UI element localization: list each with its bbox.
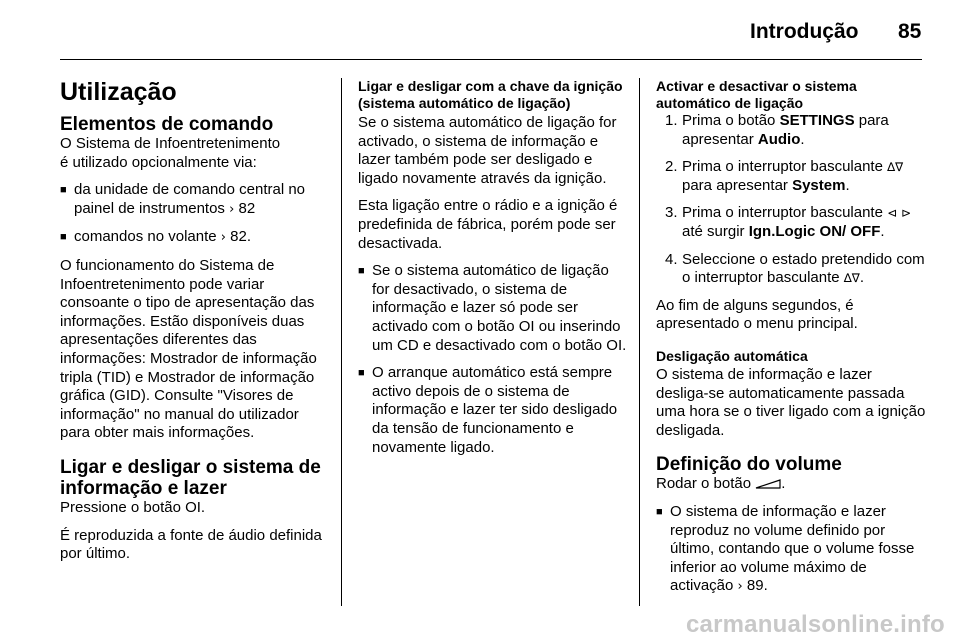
heading-ignition-key: Ligar e desligar com a chave da ignição (sistema automático de ligação) (358, 78, 623, 111)
step-text: Seleccione o estado pretendido com o interruptor basculante (682, 250, 925, 287)
paragraph-volume (656, 475, 926, 494)
page-ref-icon: › (737, 579, 743, 595)
heading-volume: Definição do volume (656, 454, 842, 476)
intro-line-1: O Sistema de Infoentretenimento (60, 135, 281, 152)
list-item (656, 204, 926, 241)
page-ref-icon: › (220, 230, 226, 246)
page-number: 85 (898, 20, 922, 43)
step-text: . (800, 130, 805, 148)
system-menu-label: System (792, 176, 846, 194)
press-text: Pressione o botão (60, 498, 181, 516)
power-button-label: OI. (606, 336, 627, 354)
volume-knob-icon (755, 479, 781, 489)
heading-elementos-de-comando: Elementos de comando (60, 114, 274, 135)
step-text: . (880, 222, 885, 240)
step-text: . (859, 269, 865, 287)
section-title-utilizacao: Utilização (60, 78, 177, 106)
heading-ligar-desligar: Ligar e desligar o sistema de informação e lazer (60, 456, 321, 499)
power-button-label: OI (518, 317, 535, 335)
audio-menu-label: Audio (757, 130, 801, 148)
step-text: Prima o interruptor basculante (682, 204, 883, 222)
rocker-up-down-icon: ∆∇ (887, 160, 904, 175)
watermark: carmanualsonline.info (686, 611, 945, 638)
intro-line-2: é utilizado opcionalmente via: (60, 153, 257, 171)
rocker-left-right-icon: ⊲ ⊳ (887, 206, 912, 221)
heading-activate-auto: Activar e desactivar o sistema automático de ligação (656, 78, 857, 111)
ign-logic-label: Ign.Logic ON/ OFF (748, 222, 881, 240)
column-divider-2 (639, 78, 640, 606)
header-rule (60, 59, 922, 60)
paragraph-default: Esta ligação entre o rádio e a ignição é predefinida de fábrica, porém pode ser desactivada. (358, 197, 618, 252)
volume-text: . (781, 475, 786, 493)
step-text: . (845, 176, 850, 194)
controls-list (60, 181, 330, 248)
step-text: até surgir (682, 222, 745, 240)
step-number: 1. (665, 112, 678, 129)
step-text: para apresentar (682, 112, 889, 148)
list-item (60, 181, 330, 219)
paragraph-auto-off: O sistema de informação e lazer desliga-se automaticamente passada uma hora se o tiver ligado com a ignição desligada. (656, 365, 926, 439)
list-item-text: Se o sistema automático de ligação for desactivado, o sistema de informação e lazer só pode ser activado com o botão (372, 262, 609, 335)
step-number: 3. (665, 204, 678, 222)
list-item-text: O arranque automático está sempre activo depois de o sistema de informação e lazer ter sido desligado da tensão de funcionamento e novamente ligado. (372, 364, 618, 456)
step-text: para apresentar (682, 176, 788, 194)
page-ref-number: 82 (238, 199, 256, 217)
page-header-title: Introdução (750, 20, 859, 43)
rocker-up-down-icon: ∆∇ (843, 271, 860, 286)
paragraph-after-seconds: Ao fim de alguns segundos, é apresentado o menu principal. (656, 296, 858, 333)
paragraph-intro (60, 135, 330, 172)
paragraph-press-button (60, 499, 330, 518)
column-3 (656, 78, 926, 606)
settings-button-label: SETTINGS (779, 112, 855, 129)
volume-text: Rodar o botão (656, 475, 752, 493)
heading-auto-off: Desligação automática (656, 347, 808, 364)
list-item (358, 364, 628, 457)
list-item (656, 112, 926, 149)
column-1 (60, 78, 330, 573)
list-item (656, 503, 926, 597)
list-item (656, 251, 926, 288)
list-item (656, 158, 926, 195)
page-ref-icon: › (229, 201, 235, 217)
paragraph-audio-source: É reproduzida a fonte de áudio definida por último. (60, 526, 322, 563)
paragraph-ignition: Se o sistema automático de ligação for activado, o sistema de informação e lazer também pode ser desligado e ligado novamente através da ignição. (358, 114, 617, 187)
volume-list (656, 503, 926, 597)
list-item-text: da unidade de comando central no painel de instrumentos (74, 181, 306, 217)
column-divider-1 (341, 78, 342, 606)
list-item-text: O sistema de informação e lazer reproduz no volume definido por último, contando que o volume fosse inferior ao volume máximo de activação (670, 502, 915, 595)
paragraph-operation: O funcionamento do Sistema de Infoentretenimento pode variar consoante o tipo de apresentação das informações. Estão disponíveis duas apresentações diferentes das informações: Mostrador de informação tripla (TID) e Mostrador de informação gráfica (GID). Consulte "Visores de informação" no manual do utilizador para obter mais informações. (60, 256, 317, 442)
list-item-text: comandos no volante (74, 228, 217, 246)
step-number: 4. (665, 250, 678, 268)
ignition-list (358, 262, 628, 457)
page-ref-number: 82. (230, 228, 252, 246)
page-ref-number: 89. (746, 577, 768, 595)
list-item (358, 262, 628, 355)
column-2 (358, 78, 628, 466)
step-number: 2. (665, 158, 678, 176)
power-button-label: OI. (185, 498, 206, 516)
step-text: Prima o interruptor basculante (682, 158, 883, 176)
list-item (60, 228, 330, 248)
steps-list (656, 112, 926, 288)
list-item-text: ou inserindo um CD e desactivado com o botão (372, 317, 621, 354)
step-text: Prima o botão (682, 112, 776, 129)
